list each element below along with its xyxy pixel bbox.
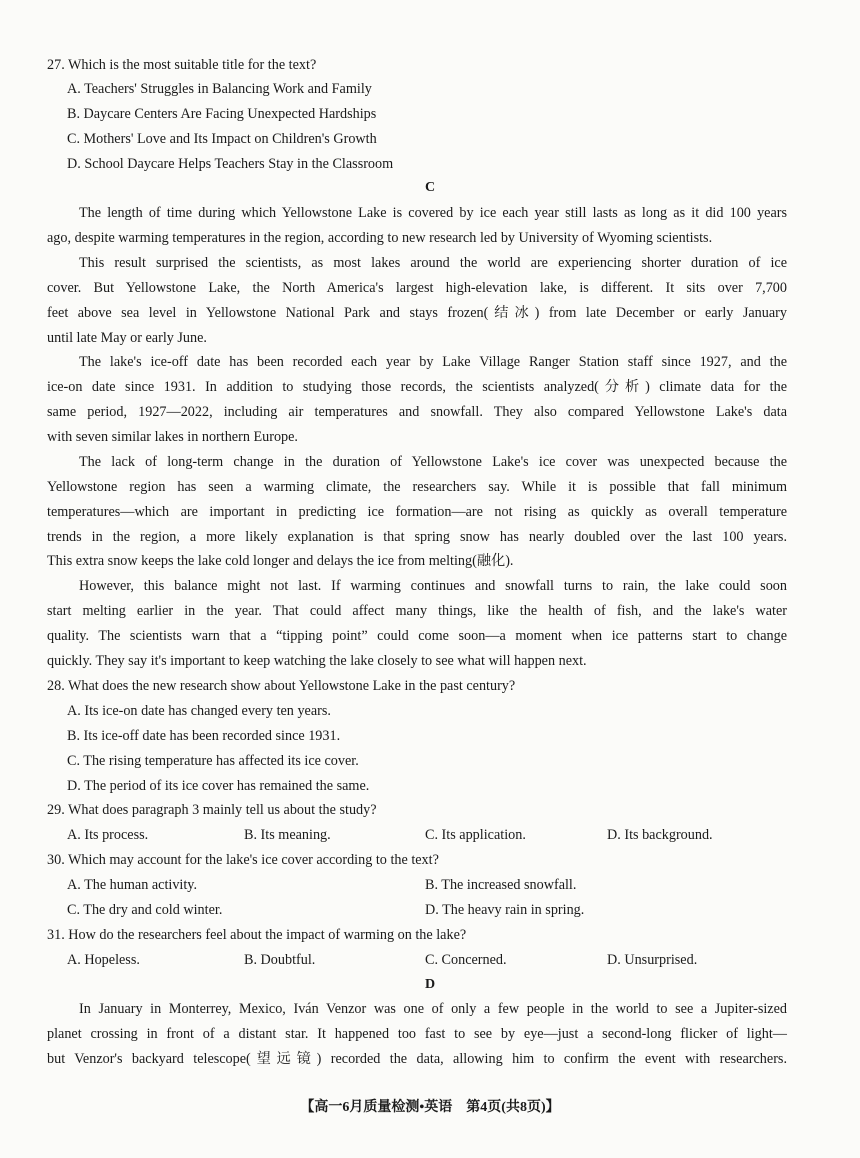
q29-option-c: C. Its application. <box>425 827 526 843</box>
question-29: 29. What does paragraph 3 mainly tell us about the study? <box>47 802 377 818</box>
q29-option-d: D. Its background. <box>607 827 713 843</box>
q27-option-b: B. Daycare Centers Are Facing Unexpected Hardships <box>67 106 377 122</box>
section-c-heading: C <box>424 180 436 195</box>
q29-option-a: A. Its process. <box>67 827 149 843</box>
passage-d-line: In January in Monterrey, Mexico, Iván Venzor was one of only a few people in the world to see a Jupiter-sized <box>79 1001 787 1017</box>
q31-option-b: B. Doubtful. <box>244 952 316 968</box>
question-31: 31. How do the researchers feel about the impact of warming on the lake? <box>47 927 467 943</box>
q30-option-a: A. The human activity. <box>67 877 198 893</box>
passage-d-line: but Venzor's backyard telescope(望远镜) recorded the data, allowing him to confirm the event with researchers. <box>47 1051 787 1067</box>
q28-option-d: D. The period of its ice cover has remained the same. <box>67 778 370 794</box>
passage-c-line: temperatures—which are important in predicting ice formation—are not rising as quickly as overall temperature <box>47 504 787 520</box>
passage-c-line: trends in the region, a more likely explanation is that spring snow has nearly doubled over the last 100 years. <box>47 529 787 545</box>
q28-option-b: B. Its ice-off date has been recorded since 1931. <box>67 728 341 744</box>
passage-c-line: feet above sea level in Yellowstone National Park and stays frozen(结冰) from late December or early January <box>47 305 787 321</box>
q31-option-c: C. Concerned. <box>425 952 507 968</box>
passage-c-line: Yellowstone region has seen a warming climate, the researchers say. While it is possible that fall minimum <box>47 479 787 495</box>
passage-c-line: This result surprised the scientists, as most lakes around the world are experiencing shorter duration of ice <box>79 255 787 271</box>
q28-option-a: A. Its ice-on date has changed every ten years. <box>67 703 331 719</box>
passage-c-line: ice-on date since 1931. In addition to studying those records, the scientists analyzed(分析) climate data for the <box>47 379 787 395</box>
q31-option-a: A. Hopeless. <box>67 952 140 968</box>
passage-c-line: ago, despite warming temperatures in the region, according to new research led by University of Wyoming scientists. <box>47 230 713 246</box>
passage-d-line: planet crossing in front of a distant star. It happened too fast to see by eye—just a second-long flicker of light— <box>47 1026 787 1042</box>
q28-option-c: C. The rising temperature has affected its ice cover. <box>67 753 359 769</box>
q29-option-b: B. Its meaning. <box>244 827 331 843</box>
passage-c-line: The lack of long-term change in the duration of Yellowstone Lake's ice cover was unexpected because the <box>79 454 787 470</box>
passage-c-line: start melting earlier in the year. That could affect many things, like the health of fish, and the lake's water <box>47 603 787 619</box>
q27-option-d: D. School Daycare Helps Teachers Stay in the Classroom <box>67 156 394 172</box>
q27-option-c: C. Mothers' Love and Its Impact on Children's Growth <box>67 131 377 147</box>
passage-c-line: quickly. They say it's important to keep watching the lake closely to see what will happen next. <box>47 653 587 669</box>
q30-option-c: C. The dry and cold winter. <box>67 902 223 918</box>
question-28: 28. What does the new research show about Yellowstone Lake in the past century? <box>47 678 516 694</box>
q27-option-a: A. Teachers' Struggles in Balancing Work and Family <box>67 81 372 97</box>
q30-option-b: B. The increased snowfall. <box>425 877 577 893</box>
passage-c-line: quality. The scientists warn that a “tipping point” could come soon—a moment when ice patterns start to change <box>47 628 787 644</box>
q31-option-d: D. Unsurprised. <box>607 952 698 968</box>
passage-c-line: cover. But Yellowstone Lake, the North America's largest high-elevation lake, is different. It sits over 7,700 <box>47 280 787 296</box>
passage-c-line: until late May or early June. <box>47 330 207 346</box>
passage-c-line: same period, 1927—2022, including air temperatures and snowfall. They also compared Yellowstone Lake's data <box>47 404 787 420</box>
passage-c-line: The length of time during which Yellowstone Lake is covered by ice each year still lasts as long as it did 100 years <box>79 205 787 221</box>
passage-c-line: However, this balance might not last. If warming continues and snowfall turns to rain, the lake could soon <box>79 578 787 594</box>
passage-c-line: The lake's ice-off date has been recorded each year by Lake Village Ranger Station staff since 1927, and the <box>79 354 787 370</box>
q30-option-d: D. The heavy rain in spring. <box>425 902 585 918</box>
question-27: 27. Which is the most suitable title for the text? <box>47 57 317 73</box>
passage-c-line: with seven similar lakes in northern Europe. <box>47 429 298 445</box>
question-30: 30. Which may account for the lake's ice cover according to the text? <box>47 852 439 868</box>
page-footer: 【高一6月质量检测•英语 第4页(共8页)】 <box>300 1100 560 1115</box>
section-d-heading: D <box>424 977 436 992</box>
passage-c-line: This extra snow keeps the lake cold longer and delays the ice from melting(融化). <box>47 553 514 569</box>
